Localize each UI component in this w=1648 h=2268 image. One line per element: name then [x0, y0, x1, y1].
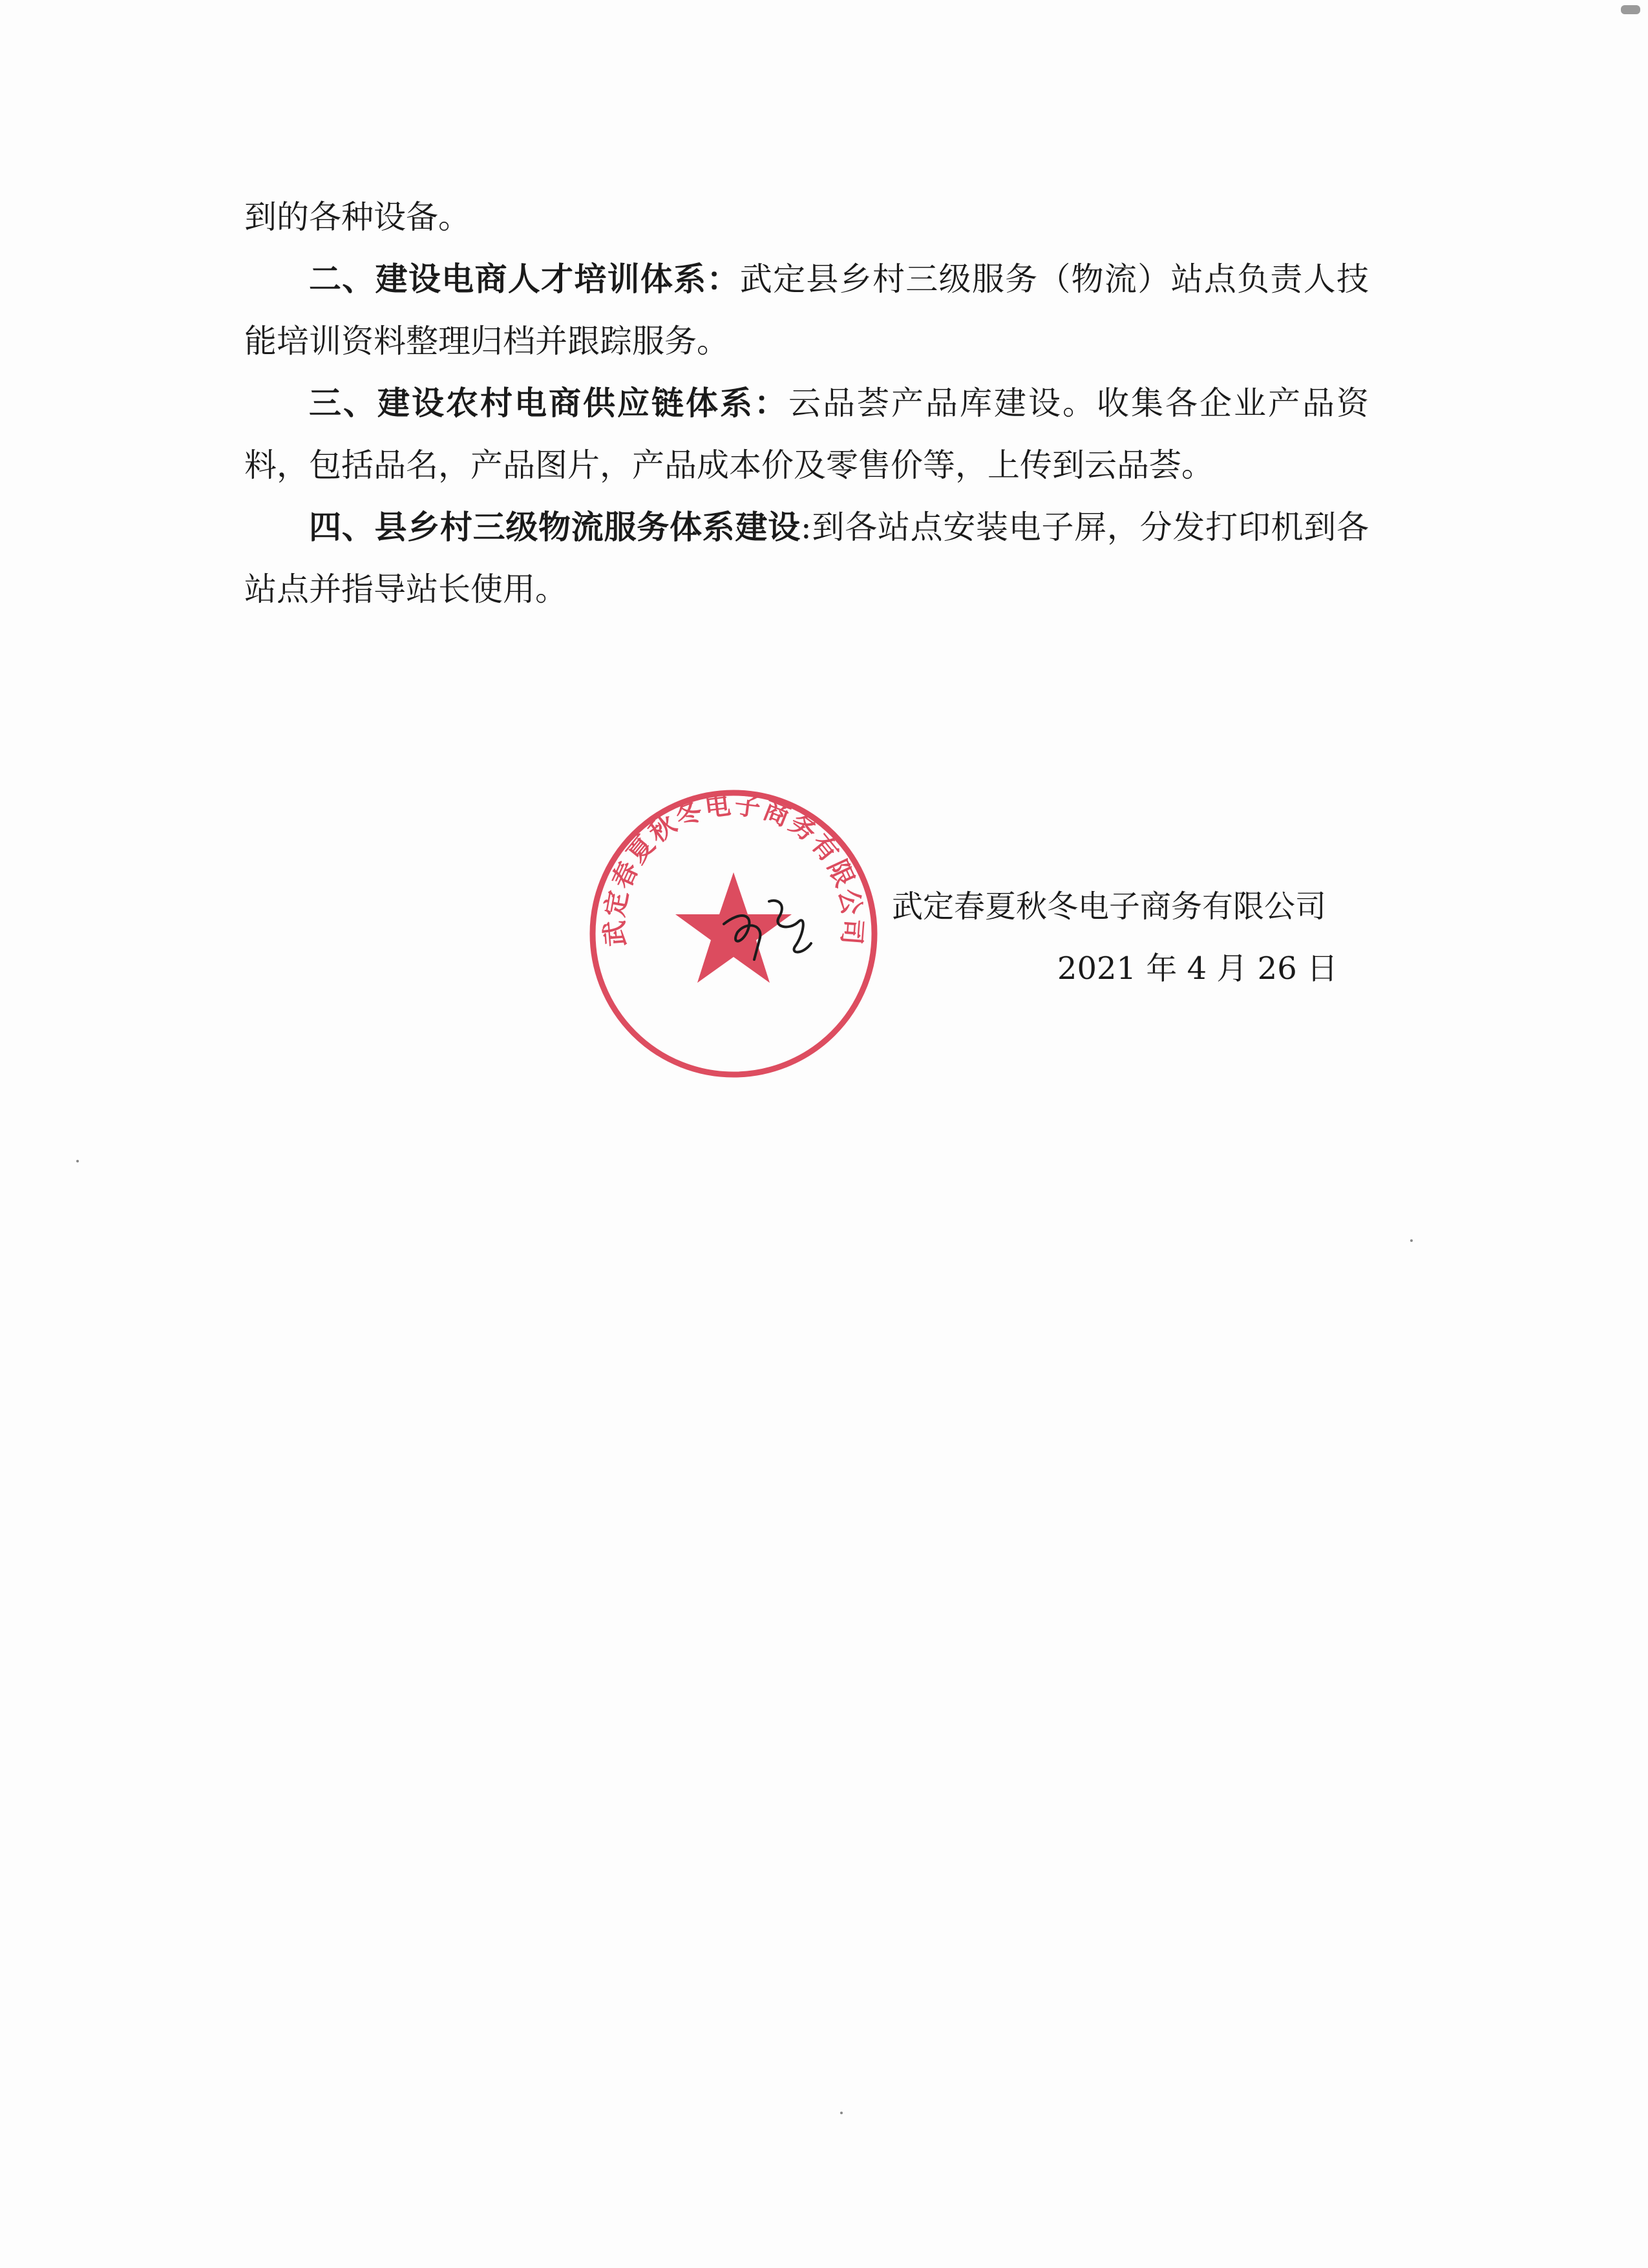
paragraph-heading: 四、县乡村三级物流服务体系建设: [309, 509, 801, 546]
paragraph-text: 到的各种设备。: [244, 198, 470, 236]
paragraph-text: 云品荟产品库建设。收集各企业产品资料，包括品名，产品图片，产品成本价及零售价等，上传到云品荟。: [244, 384, 1369, 484]
paragraph-continuation: [244, 186, 1369, 248]
star-icon: [675, 872, 792, 983]
paragraph-heading: 二、建设电商人才培训体系：: [309, 260, 740, 298]
document-date: 2021 年 4 月 26 日: [1057, 950, 1338, 987]
document-body: [244, 186, 1369, 620]
scan-speck: [76, 1160, 79, 1162]
seal-graphic: [593, 790, 874, 1075]
paragraph-text: 武定县乡村三级服务（物流）站点负责人技能培训资料整理归档并跟踪服务。: [244, 260, 1369, 360]
scan-speck: [1410, 1239, 1413, 1242]
company-name: 武定春夏秋冬电子商务有限公司: [892, 888, 1327, 925]
paragraph-supply-chain: [244, 372, 1369, 496]
company-seal: [585, 785, 882, 1082]
paragraph-logistics-system: [244, 496, 1369, 620]
paragraph-text: :到各站点安装电子屏，分发打印机到各站点并指导站长使用。: [244, 509, 1369, 608]
signature-block: [892, 876, 1370, 1000]
paragraph-heading: 三、建设农村电商供应链体系：: [309, 384, 788, 422]
scan-speck: [1621, 5, 1640, 14]
paragraph-ecommerce-training: [244, 248, 1369, 372]
seal-text-path: 武定春夏秋冬电子商务有限公司: [599, 790, 868, 948]
scan-speck: [840, 2112, 843, 2114]
